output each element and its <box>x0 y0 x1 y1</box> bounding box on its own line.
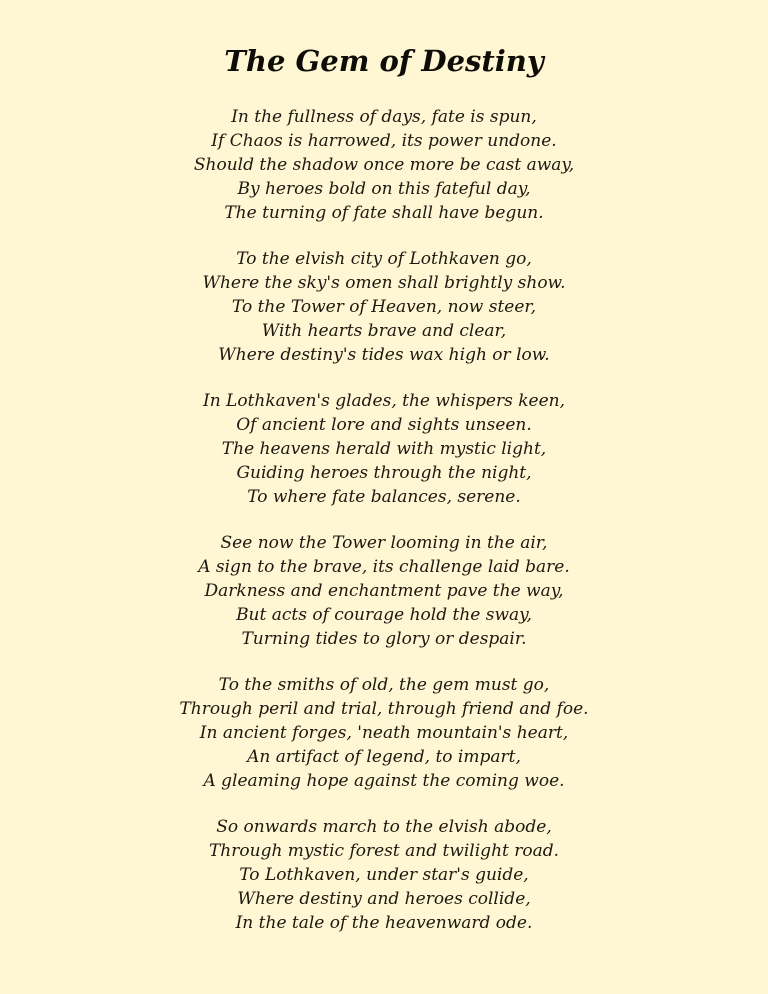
poem-line: By heroes bold on this fateful day, <box>237 178 531 199</box>
stanza-2 <box>0 247 768 367</box>
poem-line: Turning tides to glory or despair. <box>241 628 527 649</box>
poem-line: The heavens herald with mystic light, <box>221 438 547 459</box>
poem-line: Where destiny's tides wax high or low. <box>218 344 550 365</box>
poem-line: Of ancient lore and sights unseen. <box>236 414 532 435</box>
poem-line: In the fullness of days, fate is spun, <box>231 106 537 127</box>
poem-line: Where destiny and heroes collide, <box>237 888 531 909</box>
poem-line: But acts of courage hold the sway, <box>236 604 532 625</box>
stanza-5 <box>0 673 768 793</box>
poem-line: Where the sky's omen shall brightly show. <box>202 272 566 293</box>
poem-line: In the tale of the heavenward ode. <box>235 912 533 933</box>
poem-line: So onwards march to the elvish abode, <box>216 816 552 837</box>
poem-line: To the elvish city of Lothkaven go, <box>236 248 532 269</box>
stanza-6 <box>0 815 768 935</box>
poem-line: A gleaming hope against the coming woe. <box>203 770 565 791</box>
poem-line: A sign to the brave, its challenge laid bare. <box>198 556 570 577</box>
poem-line: An artifact of legend, to impart, <box>247 746 521 767</box>
poem-line: In ancient forges, 'neath mountain's heart, <box>199 722 569 743</box>
poem-line: To the smiths of old, the gem must go, <box>218 674 550 695</box>
poem-line: The turning of fate shall have begun. <box>224 202 544 223</box>
poem-title: The Gem of Destiny <box>224 44 544 78</box>
poem-line: If Chaos is harrowed, its power undone. <box>211 130 557 151</box>
stanza-4 <box>0 531 768 651</box>
poem-line: Should the shadow once more be cast away, <box>193 154 575 175</box>
poem-line: To the Tower of Heaven, now steer, <box>231 296 537 317</box>
poem-line: Guiding heroes through the night, <box>236 462 532 483</box>
poem-line: In Lothkaven's glades, the whispers keen, <box>202 390 566 411</box>
stanza-3 <box>0 389 768 509</box>
poem-line: See now the Tower looming in the air, <box>220 532 548 553</box>
poem-line: Through mystic forest and twilight road. <box>208 840 560 861</box>
poem-line: Through peril and trial, through friend and foe. <box>179 698 589 719</box>
stanza-1 <box>0 105 768 225</box>
poem-line: Darkness and enchantment pave the way, <box>204 580 564 601</box>
poem-line: To where fate balances, serene. <box>247 486 521 507</box>
poem-line: To Lothkaven, under star's guide, <box>239 864 529 885</box>
poem-line: With hearts brave and clear, <box>261 320 507 341</box>
